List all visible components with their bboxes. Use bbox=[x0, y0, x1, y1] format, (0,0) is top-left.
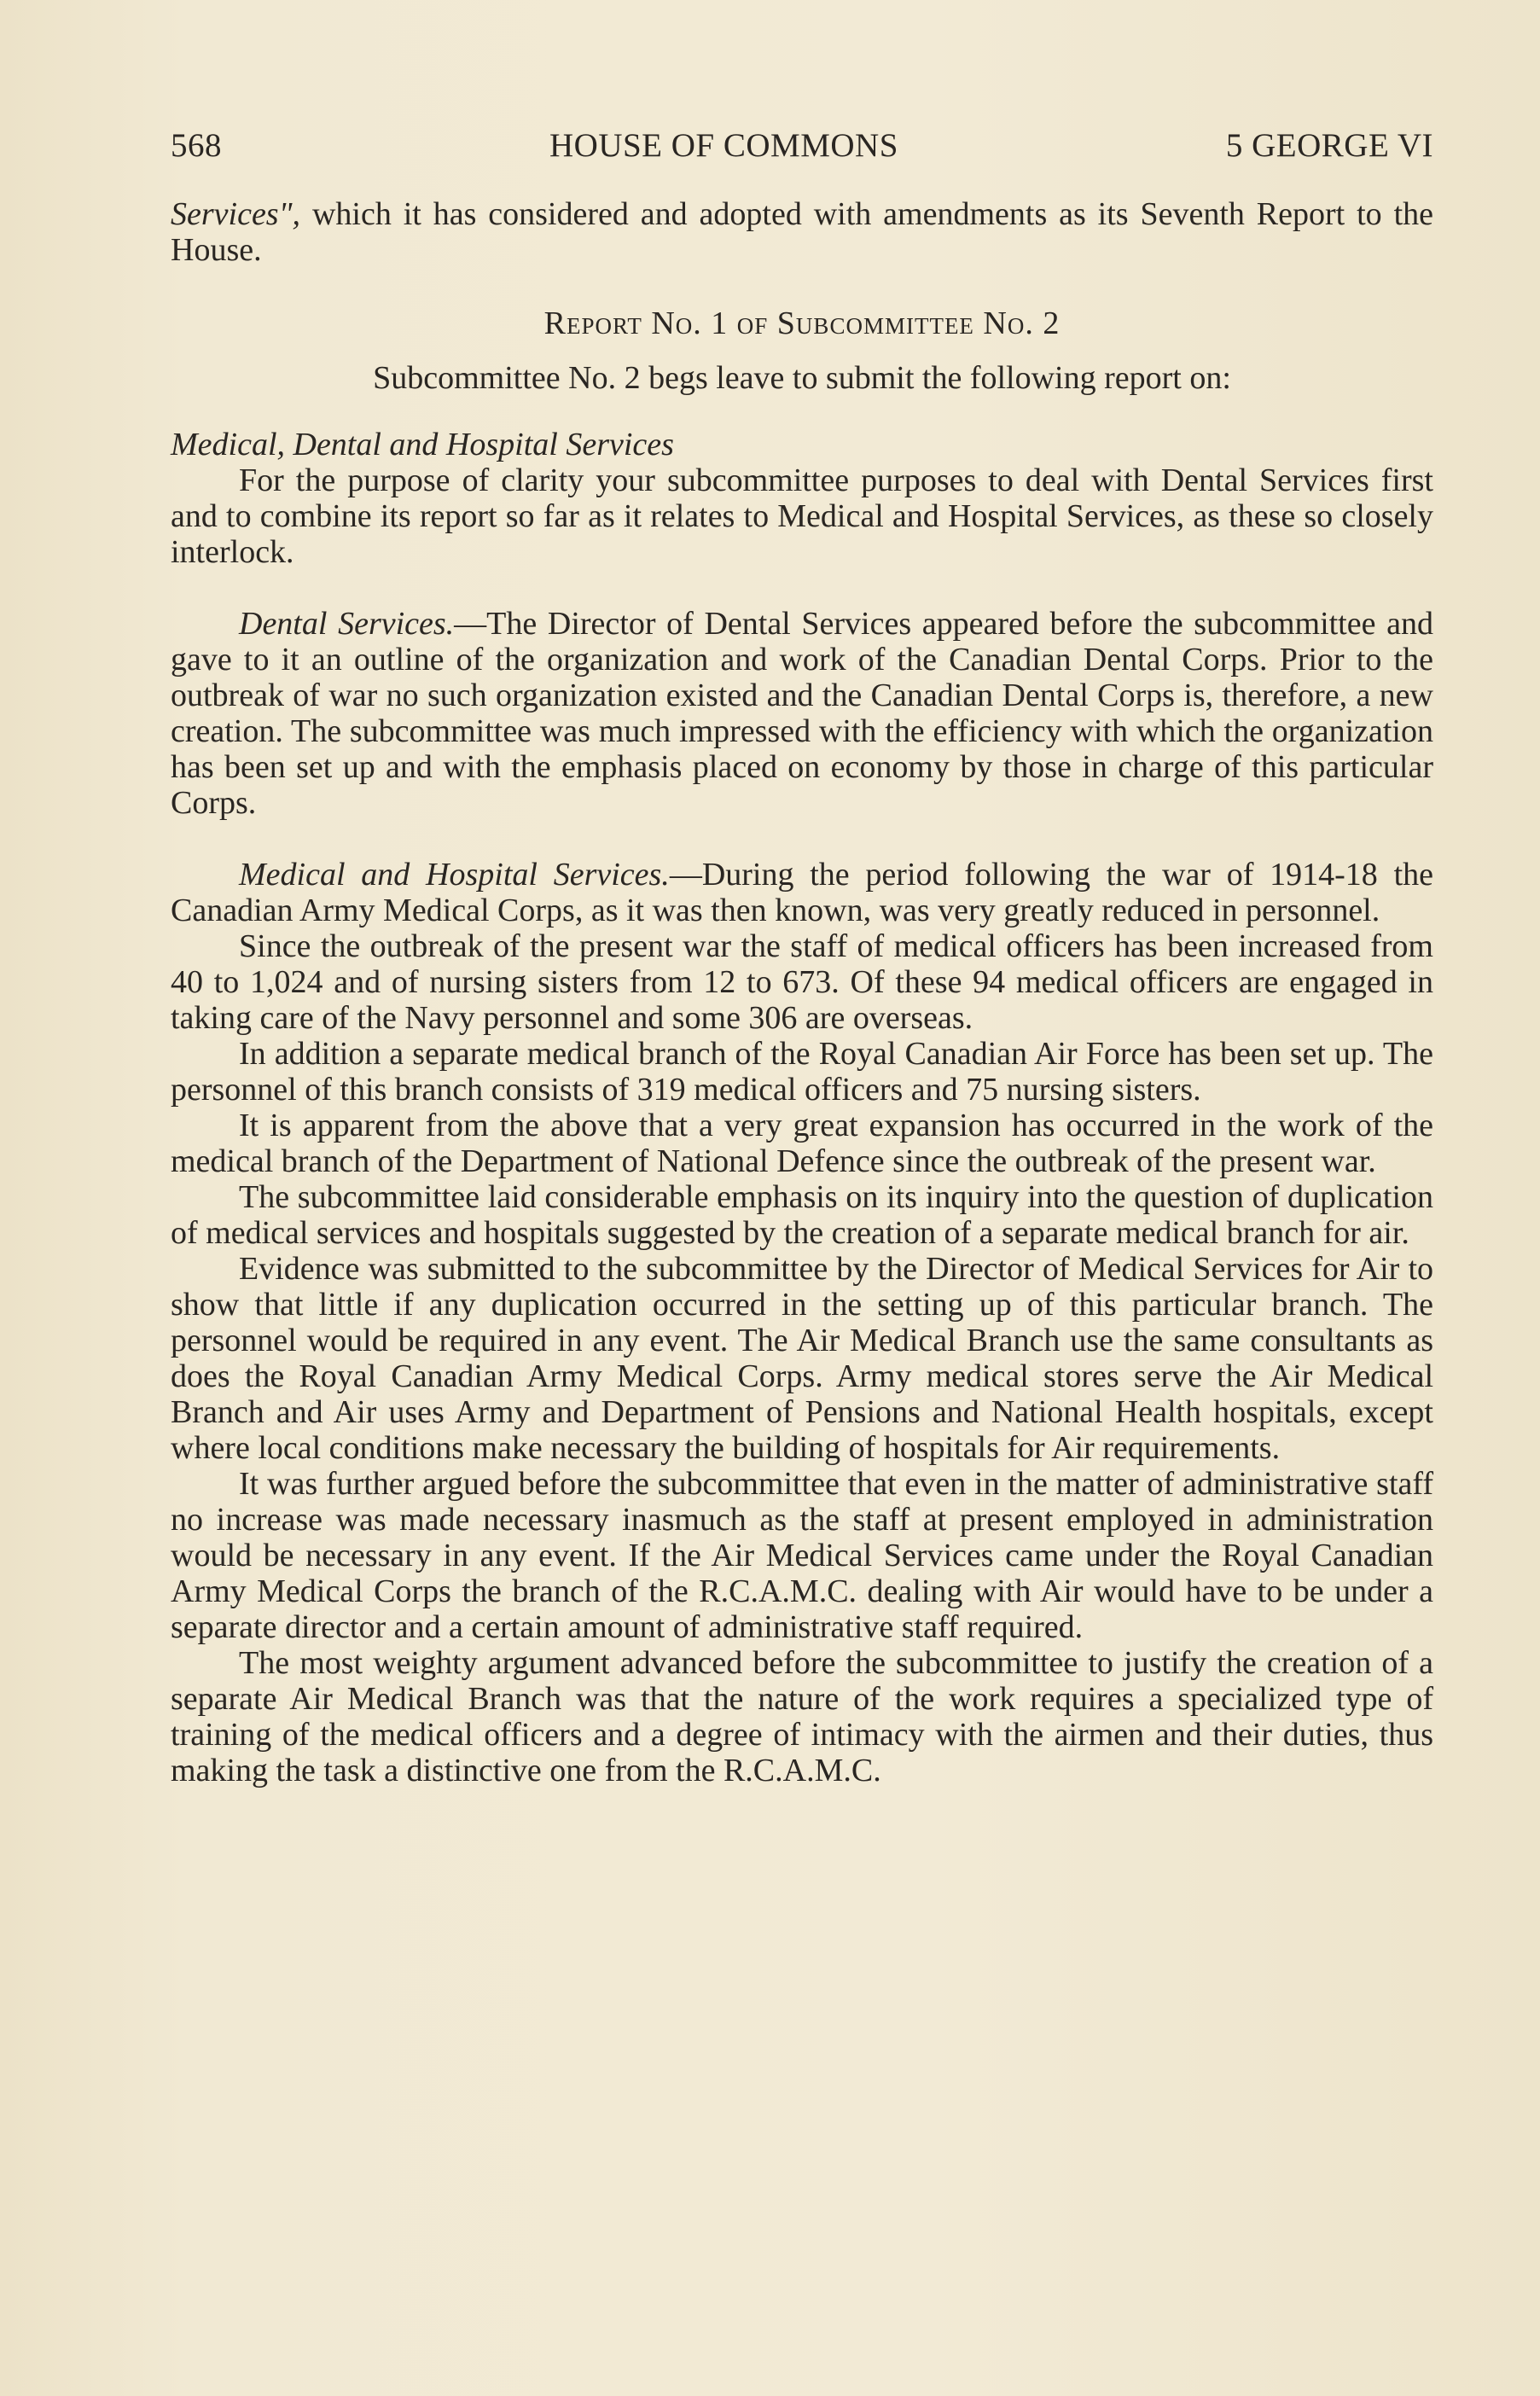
paragraph-expansion: It is apparent from the above that a very great expansion has occurred in the work of the medical branch of the Department of National Defence since the outbreak of the present war. bbox=[171, 1108, 1433, 1179]
medical-services-text: —During the period following the war of 1914-18 the Canadian Army Medical Corps, as it was then known, was very greatly reduced in personnel. bbox=[171, 857, 1433, 928]
section-heading: Medical, Dental and Hospital Services bbox=[171, 427, 674, 462]
purpose-paragraph: For the purpose of clarity your subcommittee purposes to deal with Dental Services first and to combine its report so far as it relates to Medical and Hospital Services, as these so closely interlock. bbox=[171, 462, 1433, 570]
regnal-year: 5 GEORGE VI bbox=[1225, 127, 1433, 164]
medical-services-heading: Medical and Hospital Services. bbox=[239, 857, 670, 893]
text-block bbox=[171, 128, 1433, 1788]
opening-italic: Services", bbox=[171, 196, 301, 232]
intro-line: Subcommittee No. 2 begs leave to submit the following report on: bbox=[373, 360, 1231, 396]
paragraph-duplication-inquiry: The subcommittee laid considerable emphasis on its inquiry into the question of duplication of medical services and hospitals suggested by the creation of a separate medical branch for air. bbox=[171, 1179, 1433, 1251]
medical-services-paragraph bbox=[171, 857, 1433, 928]
paragraph-administrative-staff: It was further argued before the subcommittee that even in the matter of administrative staff no increase was made necessary inasmuch as the staff at present employed in administration would be necessary in any event. If the Air Medical Services came under the Royal Canadian Army Medical Corps the branch of the R.C.A.M.C. dealing with Air would have to be under a separate director and a certain amount of administrative staff required. bbox=[171, 1466, 1433, 1645]
opening-paragraph bbox=[171, 196, 1433, 268]
running-title: HOUSE OF COMMONS bbox=[549, 127, 898, 164]
paragraph-evidence: Evidence was submitted to the subcommittee by the Director of Medical Services for Air to show that little if any duplication occurred in the setting up of this particular branch. The personnel would be required in any event. The Air Medical Branch use the same consultants as does the Royal Canadian Army Medical Corps. Army medical stores serve the Air Medical Branch and Air uses Army and Department of Pensions and National Health hospitals, except where local conditions make necessary the building of hospitals for Air requirements. bbox=[171, 1251, 1433, 1466]
opening-text: which it has considered and adopted with amendments as its Seventh Report to the House. bbox=[171, 196, 1433, 268]
page-number: 568 bbox=[171, 127, 222, 164]
report-title: Report No. 1 of Subcommittee No. 2 bbox=[543, 305, 1061, 341]
dental-services-heading: Dental Services. bbox=[239, 606, 455, 642]
paragraph-staff-increase: Since the outbreak of the present war the staff of medical officers has been increased from 40 to 1,024 and of nursing sisters from 12 to 673. Of these 94 medical officers are engaged in taking care of the Navy personnel and some 306 are overseas. bbox=[171, 928, 1433, 1036]
paragraph-weighty-argument: The most weighty argument advanced before the subcommittee to justify the creation of a separate Air Medical Branch was that the nature of the work requires a specialized type of training of the medical officers and a degree of intimacy with the airmen and their duties, thus making the task a distinctive one from the R.C.A.M.C. bbox=[171, 1645, 1433, 1788]
dental-services-text: —The Director of Dental Services appeared before the subcommittee and gave to it an outline of the organization and work of the Canadian Dental Corps. Prior to the outbreak of war no such organization existed and the Canadian Dental Corps is, therefore, a new creation. The subcommittee was much impressed with the efficiency with which the organization has been set up and with the emphasis placed on economy by those in charge of this particular Corps. bbox=[171, 606, 1433, 821]
running-head bbox=[171, 128, 1433, 164]
paragraph-air-branch: In addition a separate medical branch of the Royal Canadian Air Force has been set up. The personnel of this branch consists of 319 medical officers and 75 nursing sisters. bbox=[171, 1036, 1433, 1108]
dental-services-paragraph bbox=[171, 606, 1433, 821]
